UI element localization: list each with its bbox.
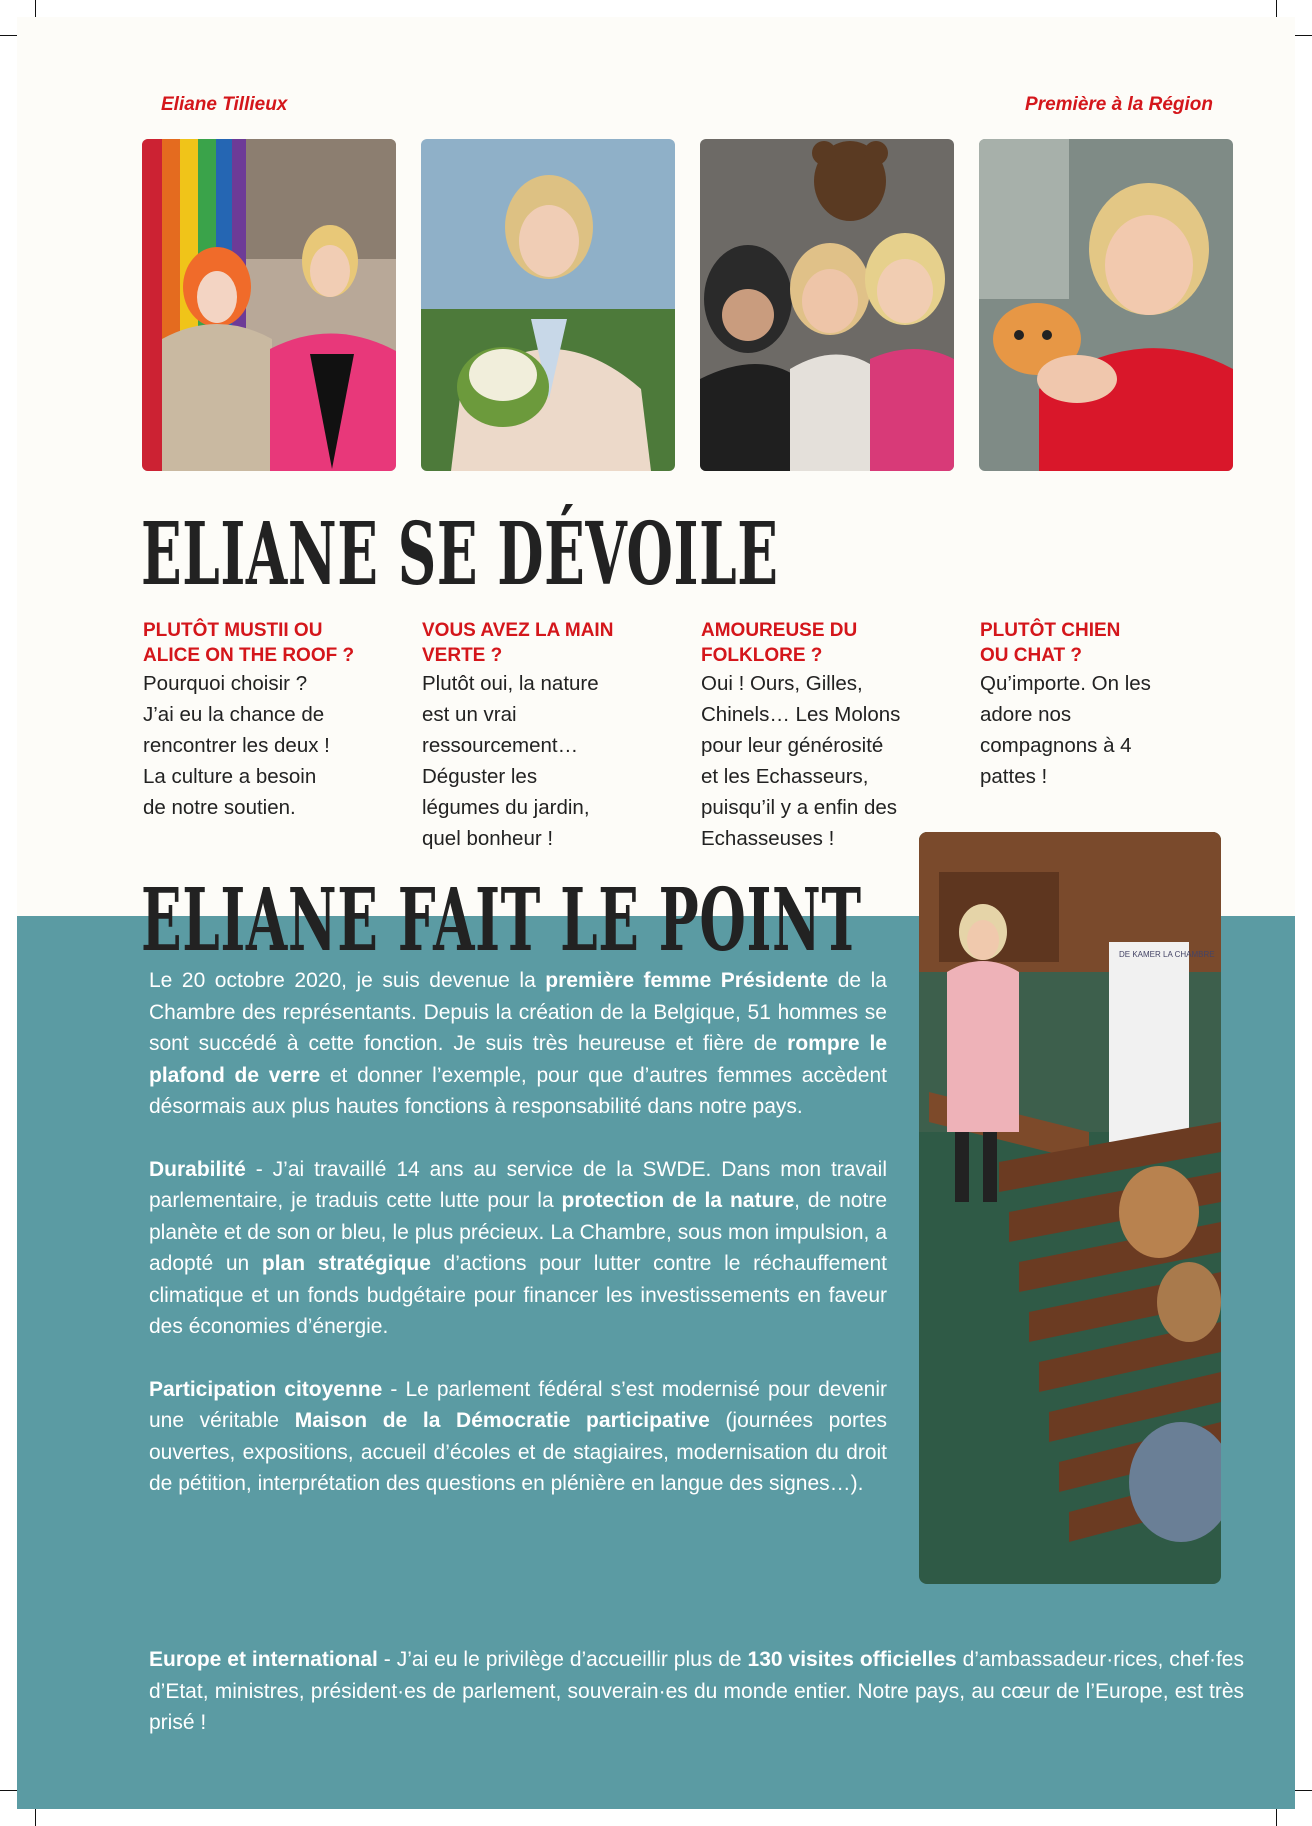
qa-answer: puisqu’il y a enfin des <box>701 796 898 819</box>
qa-answer: est un vrai <box>422 703 517 726</box>
point-title: ELIANE FAIT LE POINT <box>141 870 862 971</box>
qa-question: PLUTÔT MUSTII OU <box>143 620 323 641</box>
crop-mark <box>0 1790 17 1791</box>
paragraph-europe-text: Europe et international - J’ai eu le privilège d’accueillir plus de 130 visites officielles d’ambassadeur·rices, chef·fes d’Etat, ministres, président·es de parlement, souverain·es du monde entier. Notre pays, au cœur de l’Europe, est très prisé ! <box>149 1648 1244 1734</box>
paragraph-europe <box>149 1644 1244 1770</box>
qa-item <box>701 618 963 854</box>
paragraph-sustainability: Durabilité - J’ai travaillé 14 ans au service de la SWDE. Dans mon travail parlementaire, je traduis cette lutte pour la protection de la nature, de notre planète et de son or bleu, le plus précieux. La Chambre, sous mon impulsion, a adopté un plan stratégique d’actions pour lutter contre le réchauffement climatique et un fonds budgétaire pour financer les investissements en faveur des économies d’énergie. <box>149 1157 887 1338</box>
qa-answer: pattes ! <box>980 765 1048 788</box>
qa-answer: ressourcement… <box>422 734 579 757</box>
qa-question: ALICE ON THE ROOF ? <box>143 645 355 666</box>
qa-question: AMOUREUSE DU <box>701 620 858 641</box>
running-header-author: Eliane Tillieux <box>161 94 288 115</box>
crop-mark <box>0 35 17 36</box>
qa-answer: J’ai eu la chance de <box>143 703 325 726</box>
qa-question: FOLKLORE ? <box>701 645 823 666</box>
qa-item <box>422 618 684 854</box>
qa-question: VOUS AVEZ LA MAIN <box>422 620 614 641</box>
qa-answer: Qu’importe. On les <box>980 672 1151 695</box>
crop-mark <box>1276 0 1277 17</box>
qa-answer: Pourquoi choisir ? <box>143 672 308 695</box>
qa-answer: Oui ! Ours, Gilles, <box>701 672 863 695</box>
photo-folklore <box>700 139 954 471</box>
crop-mark <box>35 0 36 17</box>
qa-item <box>143 618 405 823</box>
paragraph-participation: Participation citoyenne - Le parlement fédéral s’est modernisé pour devenir une véritable Maison de la Démocratie participative (journées portes ouvertes, expositions, accueil d’écoles et de stagiaires, modernisation du droit de pétition, interprétation des questions en plénière en langue des signes…). <box>149 1377 887 1495</box>
photo-cauliflower <box>421 139 675 471</box>
qa-answer: Chinels… Les Molons <box>701 703 901 726</box>
photo-alice-on-the-roof <box>142 139 396 471</box>
qa-answer: légumes du jardin, <box>422 796 590 819</box>
qa-answer: compagnons à 4 <box>980 734 1132 757</box>
crop-mark <box>35 1809 36 1826</box>
qa-answer: de notre soutien. <box>143 796 296 819</box>
qa-question: OU CHAT ? <box>980 645 1083 666</box>
crop-mark <box>1295 35 1312 36</box>
qa-answer: La culture a besoin <box>143 765 317 788</box>
photo-kitten <box>979 139 1233 471</box>
qa-answer: Plutôt oui, la nature <box>422 672 599 695</box>
qa-answer: rencontrer les deux ! <box>143 734 330 757</box>
chamber-banner-text: DE KAMER LA CHAMBRE <box>1119 950 1215 959</box>
qa-answer: Echasseuses ! <box>701 827 835 850</box>
photo-chamber <box>919 832 1221 1584</box>
qa-question: VERTE ? <box>422 645 503 666</box>
crop-mark <box>1276 1809 1277 1826</box>
qa-answer: et les Echasseurs, <box>701 765 869 788</box>
crop-mark <box>1295 1790 1312 1791</box>
qa-question: PLUTÔT CHIEN <box>980 620 1121 641</box>
qa-item <box>980 618 1242 792</box>
reveal-title: ELIANE SE DÉVOILE <box>141 504 779 605</box>
running-header-section: Première à la Région <box>1025 94 1213 115</box>
qa-answer: quel bonheur ! <box>422 827 554 850</box>
qa-answer: adore nos <box>980 703 1072 726</box>
article-body <box>149 965 887 1531</box>
qa-answer: pour leur générosité <box>701 734 884 757</box>
qa-answer: Déguster les <box>422 765 538 788</box>
paragraph-presidency: Le 20 octobre 2020, je suis devenue la première femme Présidente de la Chambre des représentants. Depuis la création de la Belgique, 51 hommes se sont succédé à cette fonction. Je suis très heureuse et fière de rompre le plafond de verre et donner l’exemple, pour que d’autres femmes accèdent désormais aux plus hautes fonctions à responsabilité dans notre pays. <box>149 969 888 1118</box>
